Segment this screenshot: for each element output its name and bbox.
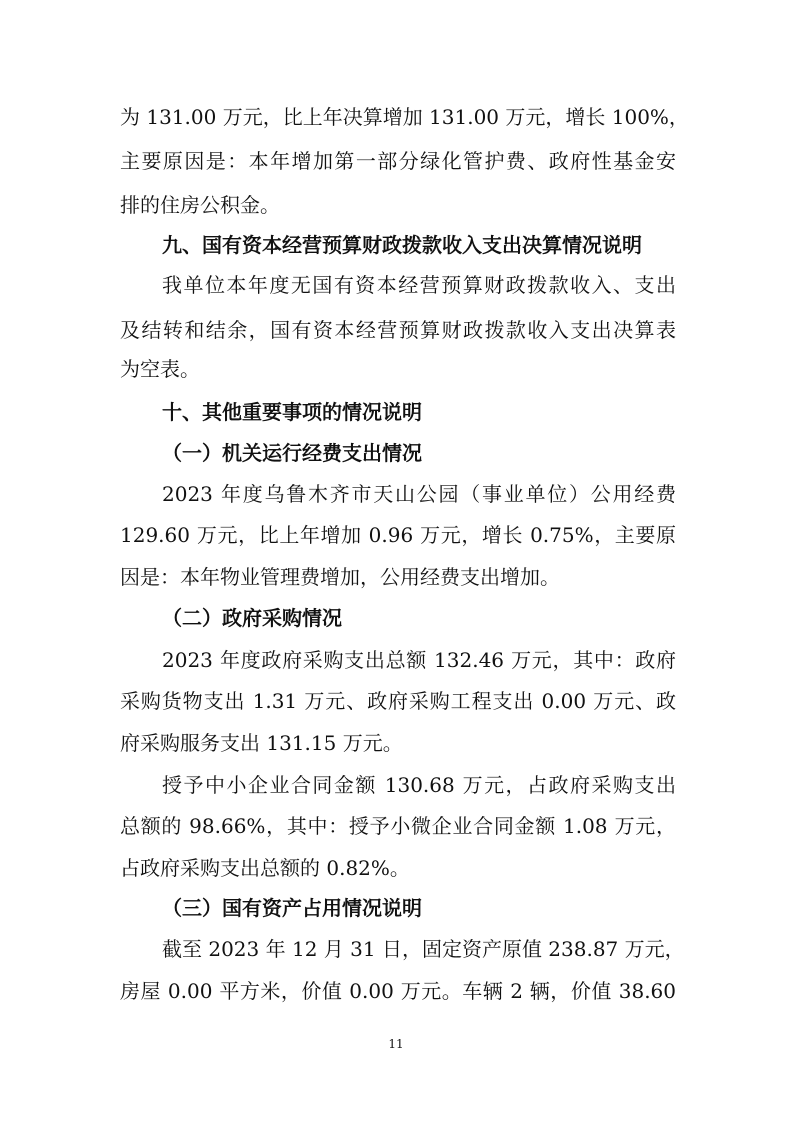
subsection-heading-2: （二）政府采购情况 (162, 606, 342, 630)
paragraph-line: 及结转和结余，国有资本经营预算财政拨款收入支出决算表 (120, 318, 676, 342)
paragraph-line: 因是：本年物业管理费增加，公用经费支出增加。 (120, 565, 560, 589)
page-number: 11 (388, 1037, 404, 1051)
paragraph-line: 排的住房公积金。 (120, 193, 280, 217)
subsection-heading-1: （一）机关运行经费支出情况 (162, 441, 422, 465)
paragraph-line: 授予中小企业合同金额 130.68 万元，占政府采购支出 (162, 773, 676, 797)
paragraph-line: 2023 年度乌鲁木齐市天山公园（事业单位）公用经费 (162, 482, 676, 506)
subsection-heading-3: （三）国有资产占用情况说明 (162, 896, 422, 920)
paragraph-line: 采购货物支出 1.31 万元、政府采购工程支出 0.00 万元、政 (120, 689, 676, 713)
paragraph-line: 主要原因是：本年增加第一部分绿化管护费、政府性基金安 (120, 149, 676, 173)
paragraph-line: 总额的 98.66%，其中：授予小微企业合同金额 1.08 万元， (120, 814, 676, 838)
paragraph-line: 129.60 万元，比上年增加 0.96 万元，增长 0.75%，主要原 (120, 523, 676, 547)
paragraph-line: 我单位本年度无国有资本经营预算财政拨款收入、支出 (162, 273, 676, 297)
paragraph-line: 为 131.00 万元，比上年决算增加 131.00 万元，增长 100%， (120, 105, 689, 129)
paragraph-line: 府采购服务支出 131.15 万元。 (120, 731, 403, 755)
paragraph-line: 截至 2023 年 12 月 31 日，固定资产原值 238.87 万元， (162, 937, 685, 961)
section-heading-9: 九、国有资本经营预算财政拨款收入支出决算情况说明 (162, 233, 642, 257)
paragraph-line: 为空表。 (120, 357, 200, 381)
paragraph-line: 占政府采购支出总额的 0.82%。 (120, 856, 410, 880)
paragraph-line: 2023 年度政府采购支出总额 132.46 万元，其中：政府 (162, 648, 676, 672)
section-heading-10: 十、其他重要事项的情况说明 (162, 400, 422, 424)
paragraph-line: 房屋 0.00 平方米，价值 0.00 万元。车辆 2 辆，价值 38.60 (120, 979, 676, 1003)
